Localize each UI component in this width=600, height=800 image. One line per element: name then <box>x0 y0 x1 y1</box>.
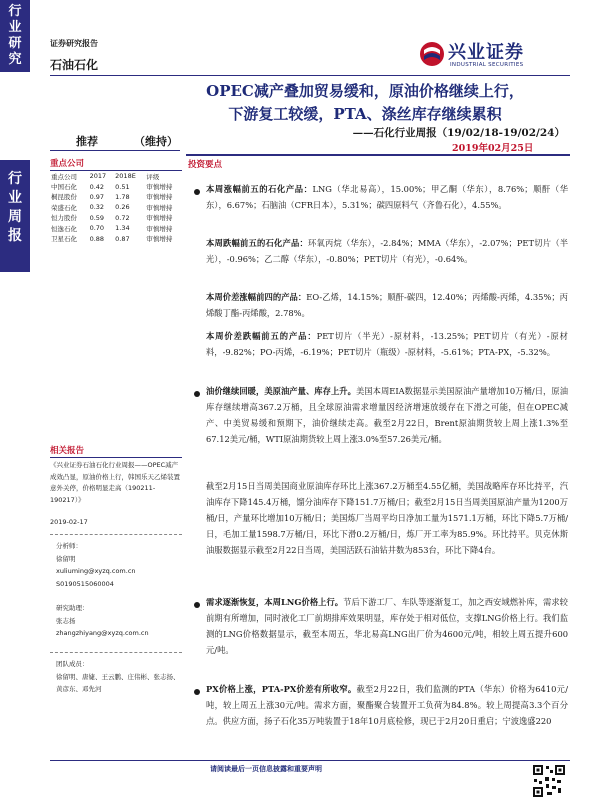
paragraph-text: LNG（华北易高），15.00%；甲乙酮（华东），8.76%；顺酐（华东），6.67%；石脑油（CFR日本），5.31%；碳四原料气（齐鲁石化），4.55%。 <box>206 184 568 211</box>
table-cell: 0.87 <box>115 234 130 243</box>
table-header: 重点公司 <box>51 172 77 181</box>
assistant-email[interactable]: zhangzhiyang@xyzq.com.cn <box>56 629 149 637</box>
paragraph-oil-detail <box>206 478 568 558</box>
paragraph-heading: PX价格上涨，PTA-PX价差有所收窄。 <box>206 684 357 694</box>
related-report <box>50 460 182 529</box>
team-block <box>56 658 182 696</box>
report-title-line3: ——石化行业周报（19/02/18-19/02/24） <box>352 127 565 139</box>
table-cell: 1.78 <box>115 192 130 201</box>
paragraph-top-losers <box>206 235 568 267</box>
table-cell: 桐昆股份 <box>51 193 77 202</box>
rating-status: （维持） <box>134 135 178 148</box>
footer-divider <box>50 760 570 761</box>
paragraph-heading: 本周价差跌幅前五的产品： <box>206 331 317 341</box>
table-cell: 审慎增持 <box>146 203 173 212</box>
paragraph-oil <box>206 383 568 447</box>
brand-subtitle: INDUSTRIAL SECURITIES <box>450 62 524 68</box>
team-divider <box>50 652 182 653</box>
report-date: 2019年02月25日 <box>452 143 534 154</box>
table-cell: 审慎增持 <box>146 183 173 192</box>
company-table <box>50 171 184 244</box>
table-cell: 1.34 <box>115 224 130 233</box>
table-row <box>50 223 184 233</box>
side-strip-mid-text: 行 业 周 报 <box>8 171 22 244</box>
sector-name: 石油石化 <box>50 58 99 72</box>
paragraph-heading: 本周跌幅前五的石化产品： <box>206 238 309 248</box>
investment-heading: 投资要点 <box>188 160 223 170</box>
table-header: 评级 <box>146 172 160 181</box>
bullet-icon <box>194 391 200 397</box>
side-strip-top-text: 行 业 研 究 <box>8 4 22 67</box>
paragraph-text: EO-乙烯，14.15%；顺酐-碳四，12.40%；丙烯酸-丙烯，4.35%；丙烯酸丁酯-丙烯酸，2.78%。 <box>206 292 568 319</box>
paragraph-top-gainers <box>206 181 568 213</box>
side-strip-top <box>0 0 30 72</box>
report-title-line2: 下游复工较缓，PTA、涤丝库存继续累积 <box>228 105 502 123</box>
table-cell: 0.59 <box>89 213 105 222</box>
assistant-block <box>56 602 182 640</box>
paragraph-heading: 需求逐渐恢复，本周LNG价格上行。 <box>206 597 344 607</box>
related-divider-2 <box>50 534 182 535</box>
paragraph-pta <box>206 681 568 729</box>
table-row <box>50 233 184 243</box>
table-cell: 0.72 <box>115 213 130 222</box>
main-divider <box>186 154 570 156</box>
report-type: 证券研究报告 <box>50 39 98 48</box>
brand-name: 兴业证券 <box>448 42 524 63</box>
paragraph-spread-gainers <box>206 289 568 321</box>
bullet-icon <box>194 602 200 608</box>
analyst-cert: S0190515060004 <box>56 579 114 588</box>
table-cell: 0.32 <box>89 203 105 212</box>
bullet-icon <box>194 189 200 195</box>
header-divider <box>50 75 570 76</box>
table-row <box>50 202 184 212</box>
table-cell: 恒力股份 <box>51 214 77 223</box>
table-cell: 荣盛石化 <box>51 203 77 212</box>
bullet-icon <box>194 689 200 695</box>
assistant-name: 张志扬 <box>56 616 76 625</box>
related-heading: 相关报告 <box>50 446 85 456</box>
related-report-date: 2019-02-17 <box>50 517 88 526</box>
team-members: 徐留明、唐婕、王云鹏、庄伟彬、张志扬、黄彦东、邓先河 <box>56 672 180 693</box>
table-cell: 0.70 <box>89 224 105 233</box>
paragraph-text: 节后下游工厂、车队等逐渐复工，加之西安域燃补库，需求较前期有所增加，同时液化工厂前期排库效果明显，库存处于相对低位，支撑LNG价格上行。我们监测的LNG价格数据显示，截至本周五，华北易高LNG出厂价为4600元/吨，相较上周五提升600元/吨。 <box>206 597 568 656</box>
table-cell: 0.88 <box>89 234 105 243</box>
table-cell: 0.26 <box>115 203 130 212</box>
table-header: 2017 <box>89 172 107 181</box>
team-label: 团队成员： <box>56 660 89 668</box>
paragraph-text: 截至2月22日，我们监测的PTA（华东）价格为6410元/吨，较上周五上涨30元/吨。需求方面，聚酯聚合装置开工负荷为84.8%。较上周提高3.3个百分点。供应方面，扬子石化35万吨装置于18年10月底检修，现已于2月20日重启；宁波逸盛220 <box>206 684 568 727</box>
footer-disclaimer: 请阅读最后一页信息披露和重要声明 <box>210 765 322 773</box>
analyst-block <box>56 540 182 590</box>
assistant-label: 研究助理： <box>56 604 89 612</box>
key-companies-heading: 重点公司 <box>50 159 85 169</box>
paragraph-heading: 本周价差涨幅前四的产品： <box>206 292 307 302</box>
table-row <box>50 213 184 223</box>
paragraph-heading: 油价继续回暖，美原油产量、库存上升。 <box>206 386 356 396</box>
table-cell: 中国石化 <box>51 183 77 192</box>
table-cell: 0.51 <box>115 182 130 191</box>
table-cell: 卫星石化 <box>51 235 77 244</box>
rating: 推荐 <box>76 135 98 148</box>
paragraph-text: PET切片（半光）-原材料，-13.25%；PET切片（有光）-原材料，-9.82%；PO-丙烯，-6.19%；PET切片（瓶级）-原材料，-5.61%；PTA-PX，-5.32%。 <box>206 331 568 358</box>
report-title-line1: OPEC减产叠加贸易缓和，原油价格继续上行， <box>206 82 524 100</box>
side-strip-mid <box>0 160 30 272</box>
paragraph-text: 环氧丙烷（华东），-2.84%；MMA（华东），-2.07%；PET切片（半光），-0.96%；乙二醇（华东），-0.80%；PET切片（有光），-0.64%。 <box>206 238 568 265</box>
table-cell: 审慎增持 <box>146 235 173 244</box>
table-cell: 0.42 <box>89 182 105 191</box>
paragraph-text: 截至2月15日当周美国商业原油库存环比上涨367.2万桶至4.55亿桶，美国战略库存环比持平，汽油库存下降145.4万桶，馏分油库存下降151.7万桶/日；截至2月15日当周美国原油产量为1200万桶/日，产量环比增加10万桶/日；美国炼厂当周平均日净加工量为1571.1万桶，环比下降5.7万桶/日，毛加工量1598.7万桶/日，环比下滑0.2万桶/日，炼厂开工率为85.9%。环比持平。贝克休斯油服数据显示截至2月22日当周，美国活跃石油钻井数为853台，环比下降4台。 <box>206 481 568 556</box>
table-row <box>50 192 184 202</box>
analyst-label: 分析师： <box>56 542 82 550</box>
analyst-email[interactable]: xuliuming@xyzq.com.cn <box>56 567 136 575</box>
table-header-row <box>50 171 184 181</box>
rating-divider <box>50 150 180 151</box>
table-header: 2018E <box>115 172 136 181</box>
table-cell: 0.97 <box>89 192 105 201</box>
related-divider <box>50 457 182 458</box>
paragraph-text: 美国本周EIA数据显示美国原油产量增加10万桶/日，原油库存继续增高367.2万桶，且全球原油需求增量因经济增速放缓存在下滑之可能，但在OPEC减产、中美贸易缓和预期下，油价继续走高。截至2月22日，Brent原油期货较上周上涨1.3%至67.12美元/桶，WTI原油期货较上周上涨3.0%至57.26美元/桶。 <box>206 386 568 445</box>
table-cell: 审慎增持 <box>146 224 173 233</box>
analyst-name: 徐留明 <box>56 554 76 563</box>
table-row <box>50 181 184 191</box>
table-cell: 恒逸石化 <box>51 224 77 233</box>
qr-code-icon <box>532 764 566 798</box>
table-cell: 审慎增持 <box>146 193 173 202</box>
paragraph-heading: 本周涨幅前五的石化产品： <box>206 184 313 194</box>
paragraph-spread-losers <box>206 328 568 360</box>
related-report-title: 《兴业证券石油石化行业周报——OPEC减产成效凸显，原油价格上行，韩国乐天乙烯装置意外关停，价格明显走高（190211-190217）》 <box>50 461 180 505</box>
table-cell: 审慎增持 <box>146 214 173 223</box>
paragraph-lng <box>206 594 568 658</box>
